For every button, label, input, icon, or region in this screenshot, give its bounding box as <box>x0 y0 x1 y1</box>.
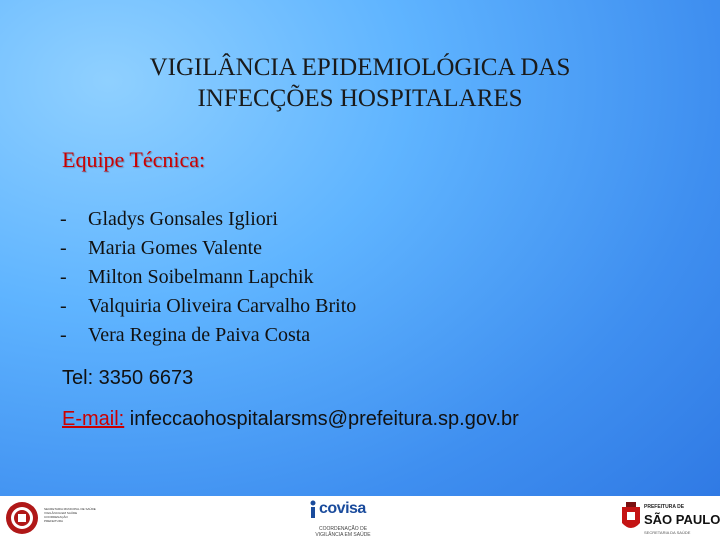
team-member-name: Milton Soibelmann Lapchik <box>88 266 314 288</box>
footer-bar <box>0 496 720 540</box>
team-member <box>60 263 356 292</box>
team-member <box>60 292 356 321</box>
covisa-mark-icon <box>309 500 319 518</box>
sp-crest-icon <box>620 501 642 535</box>
slide-title <box>60 52 660 114</box>
list-dash: - <box>60 324 67 346</box>
title-line-2: INFECÇÕES HOSPITALARES <box>197 85 523 112</box>
list-dash: - <box>60 237 67 259</box>
covisa-logo <box>303 500 375 538</box>
list-dash: - <box>60 295 67 317</box>
team-member <box>60 205 356 234</box>
covisa-name: covisa <box>319 500 366 517</box>
phone-number: Tel: 3350 6673 <box>62 367 194 389</box>
team-member-name: Maria Gomes Valente <box>88 237 263 259</box>
sp-logo-main: SÃO PAULO <box>644 512 720 527</box>
list-dash: - <box>60 266 67 288</box>
sp-logo-top: PREFEITURA DE <box>644 504 685 510</box>
sp-logo-sub: SECRETARIA DA SAÚDE <box>644 530 691 535</box>
left-logo-line: PREFEITURA <box>44 519 64 523</box>
team-member-name: Vera Regina de Paiva Costa <box>88 324 311 346</box>
city-seal-icon <box>4 499 40 537</box>
team-heading: Equipe Técnica: <box>62 147 206 172</box>
left-logo-line: COORDENAÇÃO <box>44 515 68 519</box>
prefeitura-sp-logo <box>620 499 720 539</box>
email-label: E-mail: <box>62 408 125 430</box>
left-logo-line: SECRETARIA MUNICIPAL DE SAÚDE <box>44 507 96 511</box>
title-line-1: VIGILÂNCIA EPIDEMIOLÓGICA DAS <box>149 54 571 81</box>
left-logo-line: VIGILÂNCIA EM SAÚDE <box>44 511 78 515</box>
team-member <box>60 234 356 263</box>
list-dash: - <box>60 208 67 230</box>
email-line <box>62 408 519 431</box>
covisa-subtitle: COORDENAÇÃO DE VIGILÂNCIA EM SAÚDE <box>315 526 371 538</box>
team-member-name: Valquiria Oliveira Carvalho Brito <box>88 295 357 317</box>
left-logo-text <box>44 507 96 523</box>
team-member-name: Gladys Gonsales Igliori <box>88 208 278 230</box>
team-member <box>60 321 356 350</box>
email-address[interactable]: infeccaohospitalarsms@prefeitura.sp.gov.br <box>124 408 519 430</box>
team-list <box>60 205 356 350</box>
